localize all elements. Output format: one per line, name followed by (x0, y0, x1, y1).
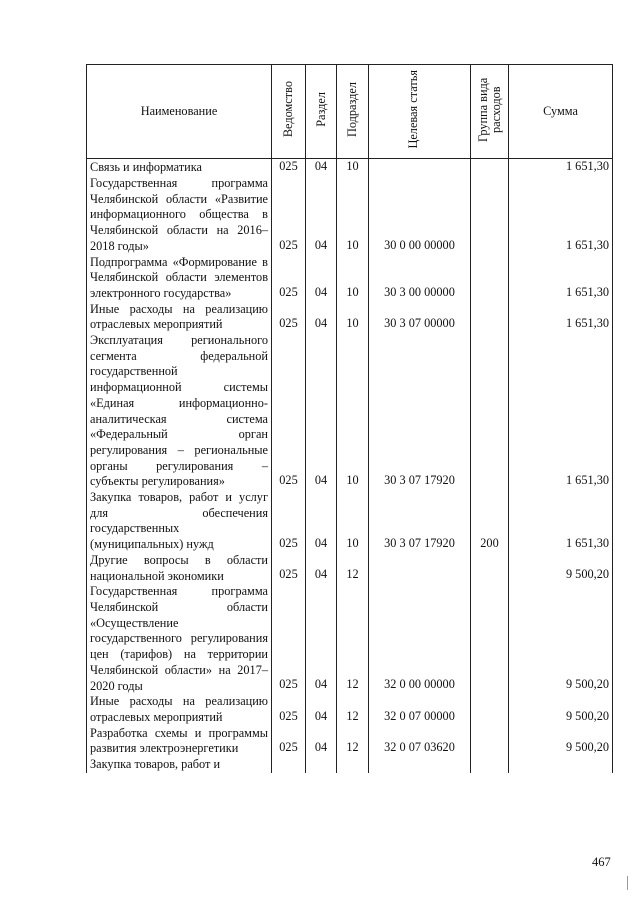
row-amount: 1 651,30 (509, 490, 613, 553)
row-amount: 9 500,20 (509, 726, 613, 757)
row-expense-group (471, 255, 509, 302)
table-header (87, 65, 613, 159)
row-department: 025 (272, 176, 306, 255)
row-section: 04 (306, 584, 337, 694)
row-expense-group: 200 (471, 490, 509, 553)
row-name: Иные расходы на реализацию отраслевых мероприятий (87, 694, 272, 725)
row-target: 30 3 07 00000 (369, 302, 471, 333)
row-amount: 9 500,20 (509, 553, 613, 584)
table-row (87, 159, 613, 177)
table-row (87, 176, 613, 255)
row-target (369, 757, 471, 773)
row-amount: 1 651,30 (509, 333, 613, 490)
row-subsection: 10 (337, 159, 369, 177)
row-section: 04 (306, 255, 337, 302)
row-subsection: 10 (337, 490, 369, 553)
row-department: 025 (272, 255, 306, 302)
page-number: 467 (592, 855, 611, 869)
row-department: 025 (272, 333, 306, 490)
header-subsection: Подраздел (337, 65, 369, 159)
row-department: 025 (272, 694, 306, 725)
row-department: 025 (272, 553, 306, 584)
row-department (272, 757, 306, 773)
row-expense-group (471, 584, 509, 694)
table-row (87, 333, 613, 490)
row-name: Закупка товаров, работ и (87, 757, 272, 773)
margin-mark (627, 876, 628, 890)
row-amount: 1 651,30 (509, 255, 613, 302)
row-subsection: 10 (337, 302, 369, 333)
table-body (87, 159, 613, 773)
row-name: Другие вопросы в области национальной экономики (87, 553, 272, 584)
row-subsection (337, 757, 369, 773)
row-amount: 9 500,20 (509, 584, 613, 694)
row-department: 025 (272, 302, 306, 333)
row-department: 025 (272, 584, 306, 694)
row-subsection: 12 (337, 694, 369, 725)
row-section: 04 (306, 694, 337, 725)
row-amount: 9 500,20 (509, 694, 613, 725)
header-amount: Сумма (509, 65, 613, 159)
row-subsection: 12 (337, 726, 369, 757)
row-amount: 1 651,30 (509, 159, 613, 177)
table-row (87, 255, 613, 302)
table-row (87, 302, 613, 333)
row-name: Закупка товаров, работ и услуг для обеспечения государственных (муниципальных) нужд (87, 490, 272, 553)
header-section: Раздел (306, 65, 337, 159)
row-name: Государственная программа Челябинской области «Развитие информационного общества в Челябинской области на 2016–2018 годы» (87, 176, 272, 255)
table-row (87, 584, 613, 694)
row-department: 025 (272, 490, 306, 553)
row-target: 30 0 00 00000 (369, 176, 471, 255)
row-target: 32 0 07 03620 (369, 726, 471, 757)
row-target: 30 3 00 00000 (369, 255, 471, 302)
table-row (87, 694, 613, 725)
row-target (369, 159, 471, 177)
row-amount: 1 651,30 (509, 176, 613, 255)
row-expense-group (471, 757, 509, 773)
row-section: 04 (306, 159, 337, 177)
row-section: 04 (306, 490, 337, 553)
row-name: Подпрограмма «Формирование в Челябинской области элементов электронного государства» (87, 255, 272, 302)
header-expense-group: Группа вида расходов (471, 65, 509, 159)
budget-table (86, 64, 613, 773)
row-subsection: 10 (337, 255, 369, 302)
row-expense-group (471, 553, 509, 584)
row-amount (509, 757, 613, 773)
row-target: 30 3 07 17920 (369, 490, 471, 553)
row-department: 025 (272, 159, 306, 177)
row-section: 04 (306, 553, 337, 584)
row-subsection: 12 (337, 553, 369, 584)
header-name: Наименование (87, 65, 272, 159)
row-expense-group (471, 333, 509, 490)
row-expense-group (471, 302, 509, 333)
table-row (87, 553, 613, 584)
row-section: 04 (306, 333, 337, 490)
row-target (369, 553, 471, 584)
row-expense-group (471, 694, 509, 725)
row-name: Связь и информатика (87, 159, 272, 177)
row-subsection: 12 (337, 584, 369, 694)
row-subsection: 10 (337, 333, 369, 490)
row-section: 04 (306, 176, 337, 255)
table-row (87, 490, 613, 553)
row-section: 04 (306, 302, 337, 333)
row-name: Иные расходы на реализацию отраслевых мероприятий (87, 302, 272, 333)
row-expense-group (471, 726, 509, 757)
header-target: Целевая статья (369, 65, 471, 159)
row-target: 32 0 00 00000 (369, 584, 471, 694)
table-row (87, 757, 613, 773)
row-department: 025 (272, 726, 306, 757)
row-subsection: 10 (337, 176, 369, 255)
row-name: Разработка схемы и программы развития электроэнергетики (87, 726, 272, 757)
row-target: 30 3 07 17920 (369, 333, 471, 490)
row-amount: 1 651,30 (509, 302, 613, 333)
row-target: 32 0 07 00000 (369, 694, 471, 725)
row-expense-group (471, 159, 509, 177)
table-row (87, 726, 613, 757)
header-department: Ведомство (272, 65, 306, 159)
row-name: Эксплуатация регионального сегмента федеральной государственной информационной системы «Единая информационно-аналитическая система «Федеральный орган регулирования – региональные органы регулирования – субъекты регулирования» (87, 333, 272, 490)
row-expense-group (471, 176, 509, 255)
row-section (306, 757, 337, 773)
row-name: Государственная программа Челябинской области «Осуществление государственного регулирования цен (тарифов) на территории Челябинской области» на 2017–2020 годы (87, 584, 272, 694)
row-section: 04 (306, 726, 337, 757)
